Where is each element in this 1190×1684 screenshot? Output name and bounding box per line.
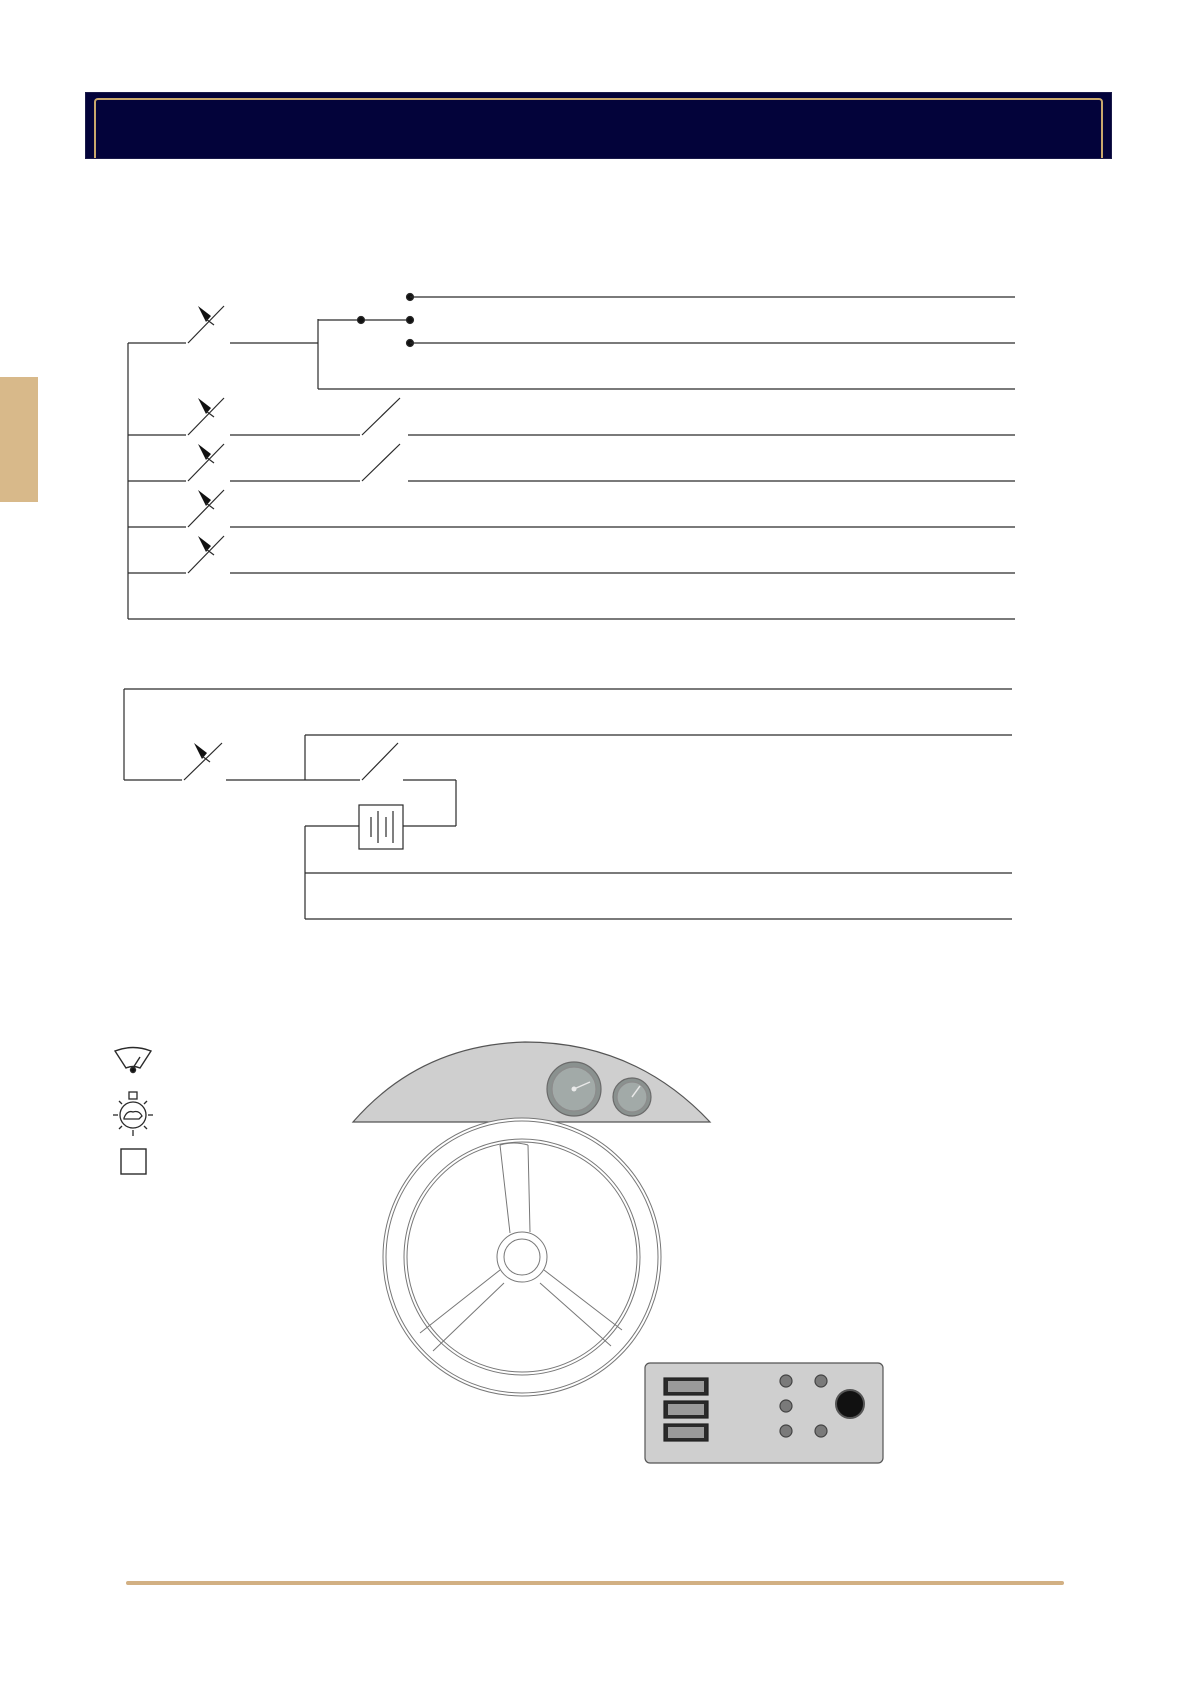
indicator-lamp: [780, 1425, 792, 1437]
wiper-icon: [115, 1048, 151, 1073]
indicator-lamp: [815, 1425, 827, 1437]
footer-rule: [126, 1581, 1064, 1585]
battery-symbol: [359, 805, 403, 849]
rocker-switch-2: [664, 1401, 708, 1418]
indicator-lamp: [815, 1375, 827, 1387]
indicator-lamp: [780, 1400, 792, 1412]
junction-dot: [358, 317, 365, 324]
wiring-diagram-lower: [124, 689, 1012, 919]
auxiliary-gauge: [613, 1078, 651, 1116]
wiring-diagram-upper: [128, 294, 1015, 620]
rocker-switch-3: [664, 1424, 708, 1441]
engine-light-icon: [113, 1092, 153, 1136]
indicator-lamp: [780, 1375, 792, 1387]
main-knob: [836, 1390, 864, 1418]
empty-checkbox-icon: [121, 1149, 146, 1174]
instrument-cluster: [353, 1042, 710, 1122]
rocker-switch-1: [664, 1378, 708, 1395]
speedometer-gauge: [547, 1062, 601, 1116]
switch-arrow: [198, 306, 211, 322]
switch-1: [188, 306, 224, 343]
switch-panel: [645, 1363, 883, 1463]
steering-wheel: [383, 1118, 661, 1396]
